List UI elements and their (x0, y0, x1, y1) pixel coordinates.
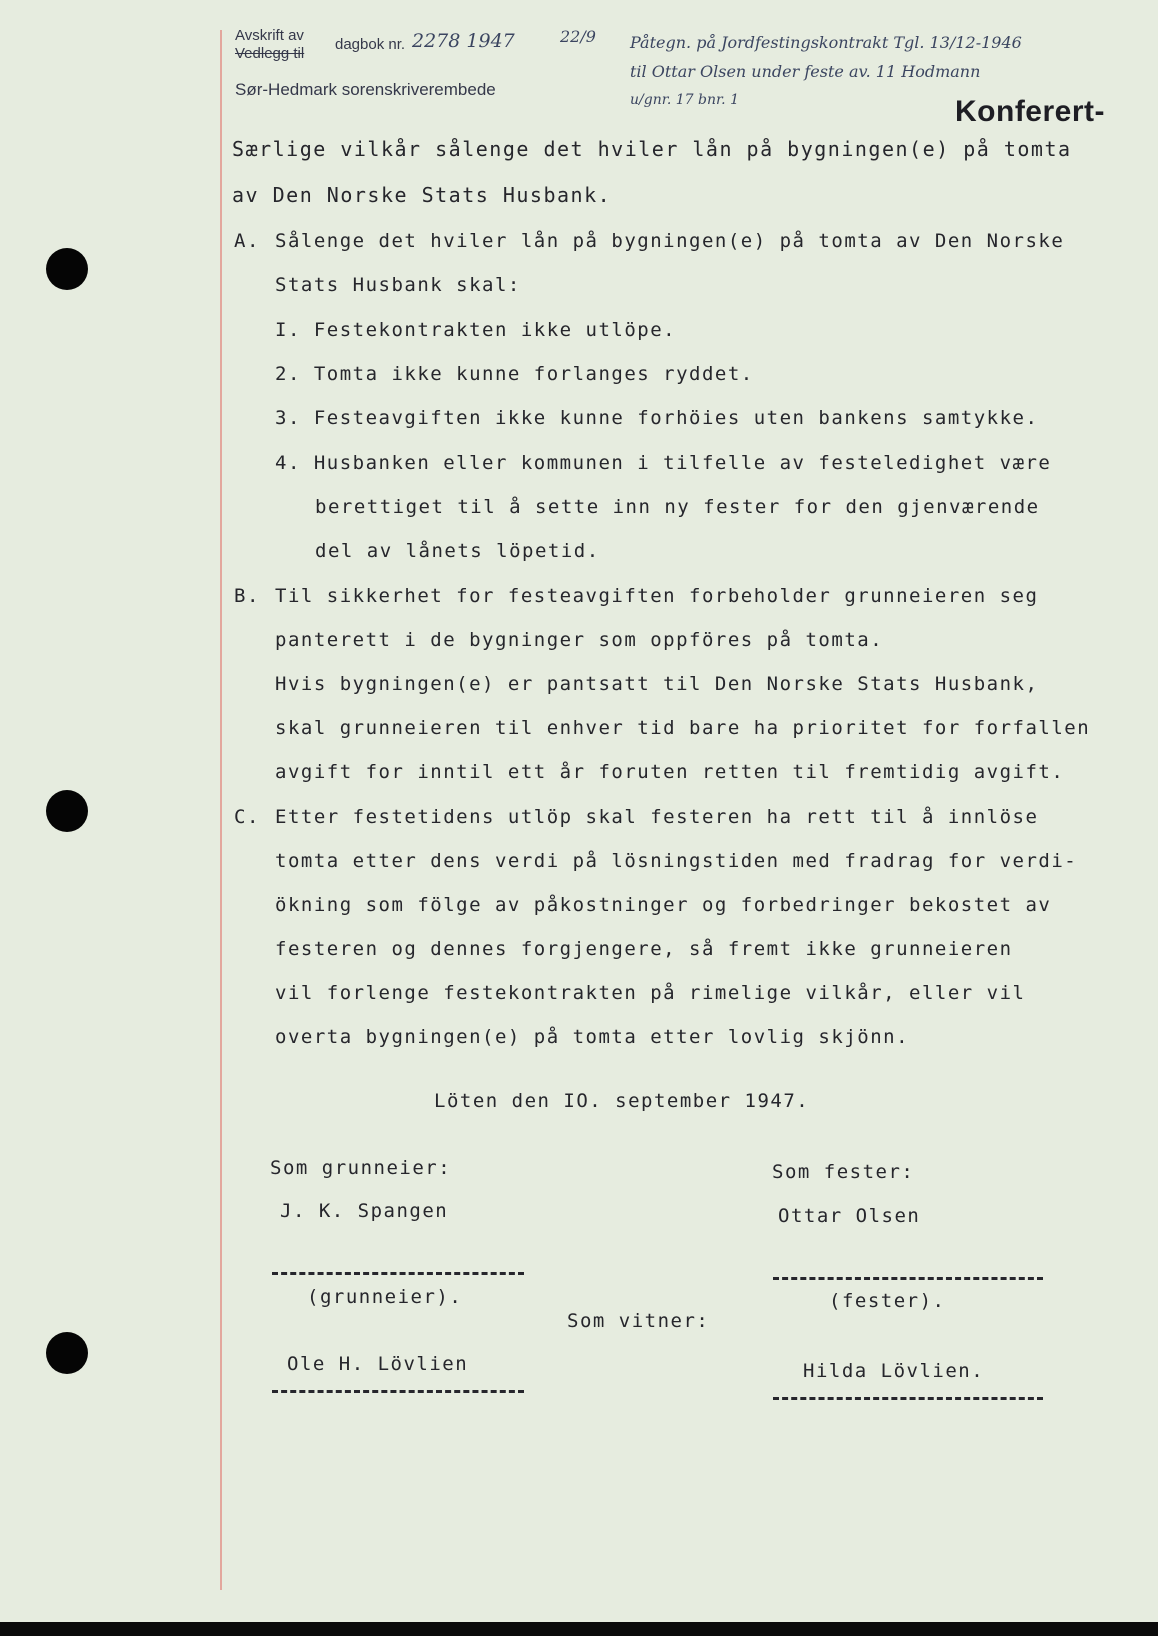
witness1-signature-line (272, 1390, 524, 1393)
owner-signature-line (272, 1272, 524, 1275)
section-a-item3: 3. Festeavgiften ikke kunne forhöies uten bankens samtykke. (275, 407, 1039, 429)
tenant-signature-line (773, 1277, 1043, 1280)
witness2-name: Hilda Lövlien. (803, 1360, 985, 1382)
title-line2: av Den Norske Stats Husbank. (232, 183, 612, 207)
section-c-line5: vil forlenge festekontrakten på rimelige vilkår, eller vil (275, 982, 1026, 1004)
margin-rule (220, 30, 222, 1590)
section-a-intro2: Stats Husbank skal: (275, 274, 521, 296)
handwritten-note-line3: u/gnr. 17 bnr. 1 (630, 92, 739, 108)
tenant-role: (fester). (829, 1290, 946, 1312)
witness1-name: Ole H. Lövlien (287, 1353, 469, 1375)
witness-heading: Som vitner: (567, 1310, 710, 1332)
section-c-line4: festeren og dennes forgjengere, så fremt ikke grunneieren (275, 938, 1013, 960)
stamp-vedlegg: Vedlegg til (235, 45, 305, 62)
section-c-line6: overta bygningen(e) på tomta etter lovlig skjönn. (275, 1026, 910, 1048)
section-b-line4: skal grunneieren til enhver tid bare ha prioritet for forfallen (275, 717, 1091, 739)
stamp-dagbok-label: dagbok nr. (335, 36, 406, 53)
section-c-line3: ökning som fölge av påkostninger og forbedringer bekostet av (275, 894, 1052, 916)
witness2-signature-line (773, 1397, 1043, 1400)
punch-hole (46, 1332, 88, 1374)
section-b-label: B. (234, 585, 260, 607)
stamp-avskrift: Avskrift av (235, 27, 304, 44)
handwritten-note-line2: til Ottar Olsen under feste av. 11 Hodmann (630, 62, 981, 81)
punch-hole (46, 248, 88, 290)
section-c-line1: Etter festetidens utlöp skal festeren ha rett til å innlöse (275, 806, 1039, 828)
section-a-intro1: Sålenge det hviler lån på bygningen(e) på tomta av Den Norske (275, 230, 1065, 252)
owner-heading: Som grunneier: (270, 1157, 452, 1179)
owner-role: (grunneier). (307, 1286, 463, 1308)
tenant-name: Ottar Olsen (778, 1205, 921, 1227)
section-b-line5: avgift for inntil ett år foruten retten til fremtidig avgift. (275, 761, 1065, 783)
handwritten-dagbok-number: 2278 1947 (412, 30, 515, 52)
section-a-label: A. (234, 230, 260, 252)
section-b-line1: Til sikkerhet for festeavgiften forbeholder grunneieren seg (275, 585, 1039, 607)
tenant-heading: Som fester: (772, 1161, 915, 1183)
section-b-line3: Hvis bygningen(e) er pantsatt til Den Norske Stats Husbank, (275, 673, 1039, 695)
place-date: Löten den IO. september 1947. (434, 1090, 810, 1112)
owner-name: J. K. Spangen (280, 1200, 449, 1222)
stamp-office: Sør-Hedmark sorenskriverembede (235, 80, 496, 99)
section-a-item1: I. Festekontrakten ikke utlöpe. (275, 319, 677, 341)
section-a-item4-line1: 4. Husbanken eller kommunen i tilfelle av festeledighet være (275, 452, 1052, 474)
section-a-item4-line2: berettiget til å sette inn ny fester for den gjenværende (315, 496, 1040, 518)
section-a-item4-line3: del av lånets löpetid. (315, 540, 600, 562)
section-c-line2: tomta etter dens verdi på lösningstiden med fradrag for verdi- (275, 850, 1078, 872)
handwritten-date: 22/9 (560, 27, 596, 46)
section-b-line2: panterett i de bygninger som oppföres på tomta. (275, 629, 884, 651)
section-c-label: C. (234, 806, 260, 828)
section-a-item2: 2. Tomta ikke kunne forlanges ryddet. (275, 363, 754, 385)
punch-hole (46, 790, 88, 832)
handwritten-note-line1: Påtegn. på Jordfestingskontrakt Tgl. 13/12-1946 (630, 33, 1022, 52)
title-line1: Særlige vilkår sålenge det hviler lån på bygningen(e) på tomta (232, 137, 1072, 161)
konferert-stamp: Konferert- (955, 95, 1106, 128)
